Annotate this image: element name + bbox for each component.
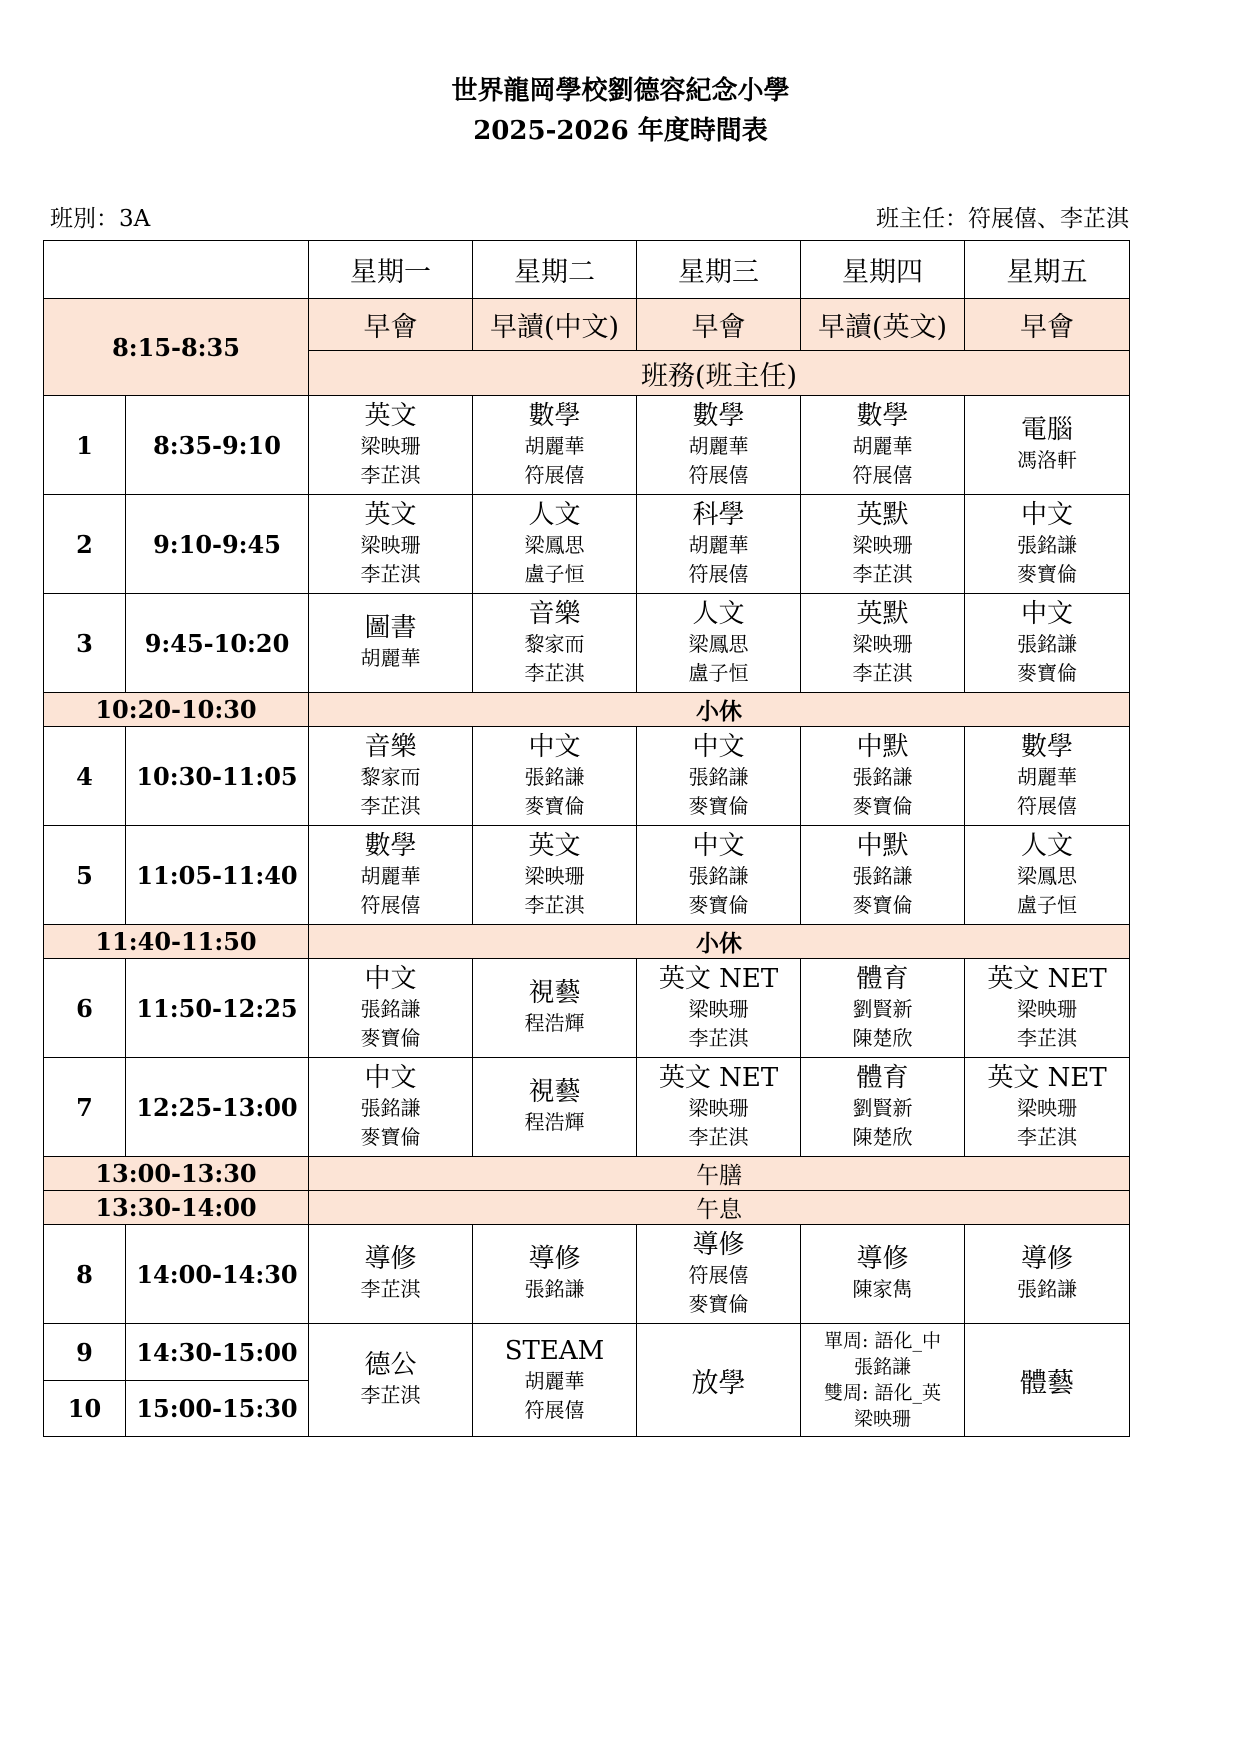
- lesson-cell-mon: [309, 396, 473, 495]
- subject-name: 中文: [528, 731, 581, 762]
- teacher-name: 麥寶倫: [1017, 561, 1077, 586]
- break-row: [44, 1191, 1130, 1225]
- teacher-name: 胡麗華: [524, 1368, 585, 1393]
- teacher-name: 麥寶倫: [688, 1291, 749, 1316]
- teacher-name: 李芷淇: [524, 660, 585, 685]
- subject-name: 英文: [364, 499, 417, 530]
- subject-name: 英文 NET: [658, 963, 779, 994]
- teacher-name: 李芷淇: [852, 660, 913, 685]
- lesson-cell-fri: [965, 959, 1130, 1058]
- teacher-name: 程浩輝: [524, 1011, 585, 1035]
- teacher-name: 盧子恒: [688, 660, 749, 685]
- teacher-name: 黎家而: [524, 631, 585, 656]
- teacher-name: 張銘謙: [360, 1095, 421, 1120]
- teacher-name: 梁映珊: [852, 631, 913, 656]
- period-number: 1: [44, 396, 126, 495]
- teacher-name: 張銘謙: [524, 764, 585, 789]
- subject-name: 導修: [528, 1244, 581, 1274]
- subject-name: 體育: [856, 963, 909, 994]
- lesson-cell-thu: [801, 959, 965, 1058]
- period-number: 4: [44, 727, 126, 826]
- teacher-name: 麥寶倫: [524, 793, 585, 818]
- class-affairs: 班務(班主任): [309, 351, 1130, 396]
- subject-name: 英文 NET: [658, 1062, 779, 1093]
- teacher-name: 李芷淇: [360, 561, 421, 586]
- period-row: [44, 594, 1130, 693]
- subject-name: 導修: [1020, 1244, 1073, 1274]
- lesson-cell-tue: [473, 959, 637, 1058]
- subject-name: 人文: [692, 598, 745, 629]
- teacher-name: 李芷淇: [852, 561, 913, 586]
- teacher-name: 陳楚欣: [852, 1025, 913, 1050]
- period-time: 11:50-12:25: [126, 959, 309, 1058]
- lesson-cell-tue: [473, 396, 637, 495]
- teacher-name: 胡麗華: [1017, 764, 1077, 789]
- subject-name: 數學: [692, 400, 745, 431]
- timetable: [43, 240, 1130, 1437]
- subject-name: 導修: [364, 1244, 417, 1274]
- subject-name: 中默: [856, 731, 909, 762]
- subject-name: 中文: [364, 963, 417, 994]
- subject-name: 中文: [364, 1062, 417, 1093]
- teacher-name: 梁映珊: [524, 863, 585, 888]
- period-row: [44, 826, 1130, 925]
- lesson-cell-mon: [309, 1225, 473, 1324]
- subject-name: 視藝: [528, 978, 581, 1008]
- period-time: 14:00-14:30: [126, 1225, 309, 1324]
- subject-name: 體藝: [1020, 1367, 1074, 1399]
- teacher-name: 張銘謙: [524, 1277, 585, 1301]
- lesson-cell-thu: [801, 1225, 965, 1324]
- subject-name: 英文 NET: [987, 963, 1107, 994]
- teacher-name: 張銘謙: [1017, 1277, 1077, 1301]
- subject-name: 圖書: [364, 613, 417, 643]
- period-number: 3: [44, 594, 126, 693]
- teacher-name: 麥寶倫: [360, 1025, 421, 1050]
- subject-name: 數學: [528, 400, 581, 431]
- lesson-cell-wed: [637, 1225, 801, 1324]
- lesson-cell-wed: [637, 826, 801, 925]
- teacher-name: 符展僖: [1017, 793, 1077, 818]
- subject-name: 科學: [692, 499, 745, 530]
- period-number: 10: [44, 1381, 126, 1437]
- teacher-name: 麥寶倫: [688, 793, 749, 818]
- period-time: 15:00-15:30: [126, 1381, 309, 1437]
- period-time: 12:25-13:00: [126, 1058, 309, 1157]
- teacher-name: 梁映珊: [1017, 1095, 1077, 1120]
- subject-name: 英文 NET: [987, 1062, 1107, 1093]
- period-number: 5: [44, 826, 126, 925]
- lesson-cell-wed: [637, 594, 801, 693]
- assembly-mon: 早會: [309, 299, 473, 351]
- teacher-name: 符展僖: [360, 892, 421, 917]
- lesson-cell-tue: [473, 495, 637, 594]
- assembly-thu: 早讀(英文): [801, 299, 965, 351]
- teacher-name: 胡麗華: [360, 646, 421, 670]
- teacher-name: 盧子恒: [1017, 892, 1077, 917]
- lesson-cell-fri: [965, 1225, 1130, 1324]
- teacher-name: 張銘謙: [1017, 532, 1077, 557]
- teacher-name: 梁映珊: [1017, 996, 1077, 1021]
- teacher-name: 張銘謙: [688, 863, 749, 888]
- lesson-cell-fri: [965, 1324, 1130, 1437]
- teacher-name: 麥寶倫: [688, 892, 749, 917]
- period-number: 8: [44, 1225, 126, 1324]
- teacher-name: 李芷淇: [360, 1277, 421, 1301]
- assembly-fri: 早會: [965, 299, 1130, 351]
- lesson-cell-tue: [473, 594, 637, 693]
- lesson-cell-wed: [637, 396, 801, 495]
- subject-name: 人文: [1020, 830, 1073, 861]
- teacher-name: 張銘謙: [852, 863, 913, 888]
- lesson-cell-fri: [965, 826, 1130, 925]
- lesson-cell-wed: [637, 495, 801, 594]
- break-time: 11:40-11:50: [44, 925, 309, 959]
- break-time: 13:30-14:00: [44, 1191, 309, 1225]
- teacher-name: 胡麗華: [688, 532, 749, 557]
- subject-name: 中默: [856, 830, 909, 861]
- lesson-cell-tue: [473, 1058, 637, 1157]
- subject-name: 英默: [856, 499, 909, 530]
- alternating-week-note: 單周: 語化_中: [824, 1330, 941, 1352]
- lesson-cell-tue: [473, 826, 637, 925]
- lesson-cell-mon: [309, 1324, 473, 1437]
- period-time: 9:45-10:20: [126, 594, 309, 693]
- break-label: 小休: [309, 925, 1130, 959]
- assembly-row: [44, 299, 1130, 351]
- period-time: 9:10-9:45: [126, 495, 309, 594]
- period-number: 6: [44, 959, 126, 1058]
- period-number: 7: [44, 1058, 126, 1157]
- teacher-name: 麥寶倫: [852, 793, 913, 818]
- day-mon: 星期一: [309, 241, 473, 299]
- subject-name: 數學: [1020, 731, 1073, 762]
- teacher-name: 盧子恒: [524, 561, 585, 586]
- teacher-name: 胡麗華: [360, 863, 421, 888]
- subject-name: STEAM: [504, 1335, 605, 1366]
- period-row: [44, 959, 1130, 1058]
- alternating-week-note: 雙周: 語化_英: [824, 1382, 941, 1404]
- teacher-name: 符展僖: [688, 462, 749, 487]
- subject-name: 英文: [528, 830, 581, 861]
- corner-cell: [44, 241, 309, 299]
- lesson-cell-tue: [473, 1225, 637, 1324]
- teacher-name: 李芷淇: [360, 793, 421, 818]
- teacher-name: 李芷淇: [360, 1383, 421, 1407]
- subject-name: 中文: [1020, 598, 1073, 629]
- subject-name: 德公: [364, 1350, 417, 1380]
- teacher-name: 符展僖: [524, 462, 585, 487]
- teacher-name: 梁映珊: [360, 433, 421, 458]
- lesson-cell-thu: [801, 1058, 965, 1157]
- lesson-cell-thu: [801, 495, 965, 594]
- teacher-name: 張銘謙: [688, 764, 749, 789]
- break-row: [44, 693, 1130, 727]
- assembly-tue: 早讀(中文): [473, 299, 637, 351]
- lesson-cell-mon: [309, 495, 473, 594]
- period-number: 9: [44, 1324, 126, 1381]
- break-row: [44, 1157, 1130, 1191]
- lesson-cell-wed: [637, 1324, 801, 1437]
- period-row: [44, 495, 1130, 594]
- break-label: 午息: [309, 1191, 1130, 1225]
- subject-name: 中文: [692, 731, 745, 762]
- timetable-year-title: 2025-2026 年度時間表: [473, 116, 768, 146]
- teacher-name: 符展僖: [688, 561, 749, 586]
- lesson-cell-wed: [637, 959, 801, 1058]
- teacher-name: 梁鳳思: [1017, 863, 1077, 888]
- lesson-cell-thu: [801, 594, 965, 693]
- teacher-name: 李芷淇: [1017, 1124, 1077, 1149]
- day-fri: 星期五: [965, 241, 1130, 299]
- subject-name: 導修: [692, 1229, 745, 1260]
- teacher-name: 李芷淇: [688, 1124, 749, 1149]
- lesson-cell-thu: [801, 727, 965, 826]
- period-row: [44, 1324, 1130, 1381]
- assembly-wed: 早會: [637, 299, 801, 351]
- alternating-week-note: 張銘謙: [853, 1356, 911, 1378]
- lesson-cell-mon: [309, 826, 473, 925]
- teacher-name: 梁映珊: [688, 1095, 749, 1120]
- teacher-name: 李芷淇: [524, 892, 585, 917]
- lesson-cell-tue: [473, 727, 637, 826]
- teacher-name: 胡麗華: [524, 433, 585, 458]
- teacher-name: 李芷淇: [1017, 1025, 1077, 1050]
- lesson-cell-tue: [473, 1324, 637, 1437]
- subject-name: 數學: [364, 830, 417, 861]
- break-time: 13:00-13:30: [44, 1157, 309, 1191]
- day-tue: 星期二: [473, 241, 637, 299]
- teacher-name: 劉賢新: [852, 1095, 913, 1120]
- teacher-name: 梁鳳思: [688, 631, 749, 656]
- teacher-name: 梁映珊: [360, 532, 421, 557]
- subject-name: 數學: [856, 400, 909, 431]
- subject-name: 電腦: [1020, 415, 1073, 445]
- lesson-cell-mon: [309, 959, 473, 1058]
- teacher-name: 黎家而: [360, 764, 421, 789]
- period-row: [44, 1058, 1130, 1157]
- teacher-name: 麥寶倫: [852, 892, 913, 917]
- subject-name: 英默: [856, 598, 909, 629]
- period-row: [44, 396, 1130, 495]
- break-label: 小休: [309, 693, 1130, 727]
- subject-name: 音樂: [364, 731, 417, 762]
- subject-name: 音樂: [528, 598, 581, 629]
- lesson-cell-fri: [965, 396, 1130, 495]
- subject-name: 中文: [1020, 499, 1073, 530]
- teacher-name: 胡麗華: [852, 433, 913, 458]
- subject-name: 視藝: [528, 1077, 581, 1107]
- teacher-name: 梁映珊: [688, 996, 749, 1021]
- period-row: [44, 727, 1130, 826]
- teacher-name: 麥寶倫: [1017, 660, 1077, 685]
- alternating-week-note: 梁映珊: [853, 1408, 911, 1430]
- break-label: 午膳: [309, 1157, 1130, 1191]
- day-wed: 星期三: [637, 241, 801, 299]
- teacher-name: 程浩輝: [524, 1110, 585, 1134]
- teacher-name: 梁鳳思: [524, 532, 585, 557]
- teacher-name: 張銘謙: [360, 996, 421, 1021]
- day-header-row: [44, 241, 1130, 299]
- teacher-name: 麥寶倫: [360, 1124, 421, 1149]
- lesson-cell-thu: [801, 1324, 965, 1437]
- day-thu: 星期四: [801, 241, 965, 299]
- class-teacher-label: 班主任：符展僖、李芷淇: [876, 206, 1129, 232]
- break-row: [44, 925, 1130, 959]
- school-name: 世界龍岡學校劉德容紀念小學: [451, 76, 790, 106]
- teacher-name: 陳楚欣: [852, 1124, 913, 1149]
- subject-name: 英文: [364, 400, 417, 431]
- subject-name: 導修: [856, 1244, 909, 1274]
- lesson-cell-wed: [637, 727, 801, 826]
- lesson-cell-fri: [965, 495, 1130, 594]
- period-time: 14:30-15:00: [126, 1324, 309, 1381]
- period-time: 10:30-11:05: [126, 727, 309, 826]
- break-time: 10:20-10:30: [44, 693, 309, 727]
- lesson-cell-wed: [637, 1058, 801, 1157]
- lesson-cell-thu: [801, 826, 965, 925]
- period-time: 8:35-9:10: [126, 396, 309, 495]
- lesson-cell-mon: [309, 594, 473, 693]
- teacher-name: 梁映珊: [852, 532, 913, 557]
- assembly-time: 8:15-8:35: [44, 299, 309, 396]
- teacher-name: 符展僖: [688, 1262, 749, 1287]
- lesson-cell-mon: [309, 1058, 473, 1157]
- teacher-name: 李芷淇: [688, 1025, 749, 1050]
- lesson-cell-fri: [965, 727, 1130, 826]
- lesson-cell-fri: [965, 1058, 1130, 1157]
- subject-name: 人文: [528, 499, 581, 530]
- subject-name: 放學: [691, 1367, 746, 1399]
- subject-name: 體育: [856, 1062, 909, 1093]
- teacher-name: 張銘謙: [852, 764, 913, 789]
- teacher-name: 李芷淇: [360, 462, 421, 487]
- teacher-name: 符展僖: [524, 1397, 585, 1422]
- lesson-cell-fri: [965, 594, 1130, 693]
- teacher-name: 陳家雋: [852, 1277, 913, 1301]
- teacher-name: 胡麗華: [688, 433, 749, 458]
- subject-name: 中文: [692, 830, 745, 861]
- period-row: [44, 1225, 1130, 1324]
- class-label: 班別：3A: [50, 206, 151, 232]
- teacher-name: 劉賢新: [852, 996, 913, 1021]
- teacher-name: 符展僖: [852, 462, 913, 487]
- lesson-cell-thu: [801, 396, 965, 495]
- lesson-cell-mon: [309, 727, 473, 826]
- teacher-name: 張銘謙: [1017, 631, 1077, 656]
- teacher-name: 馮洛軒: [1017, 448, 1077, 472]
- period-time: 11:05-11:40: [126, 826, 309, 925]
- period-number: 2: [44, 495, 126, 594]
